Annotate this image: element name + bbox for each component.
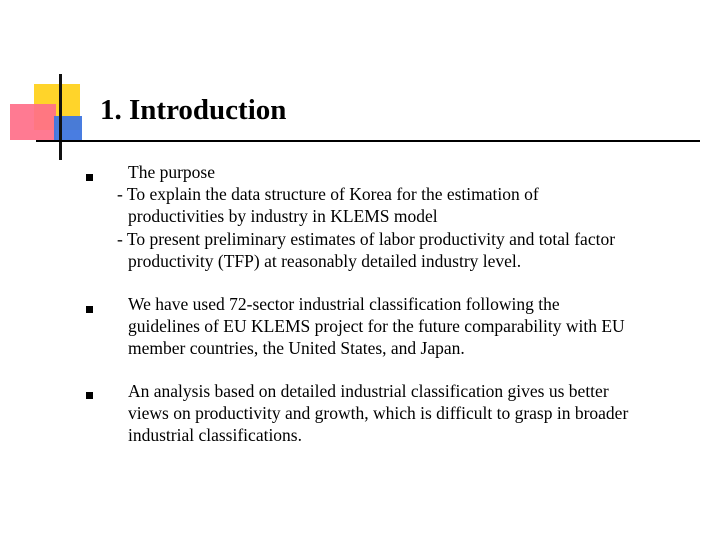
bullet-1-subline-4: productivity (TFP) at reasonably detailed industry level. (128, 251, 522, 271)
bullet-1-subline-2: productivities by industry in KLEMS model (128, 206, 438, 226)
bullet-3-line-3: industrial classifications. (128, 425, 302, 445)
bullet-2-line-2: guidelines of EU KLEMS project for the future comparability with EU (128, 316, 625, 336)
bullet-1-subline-1: - To explain the data structure of Korea for the estimation of (117, 184, 539, 204)
bullet-2-line-1: We have used 72-sector industrial classification following the (128, 294, 560, 314)
bullet-1-subline-3: - To present preliminary estimates of labor productivity and total factor (117, 229, 616, 249)
bullet-3-line-1: An analysis based on detailed industrial classification gives us better (128, 381, 609, 401)
bullet-1-heading: The purpose (128, 162, 215, 182)
bullet-marker-3 (86, 392, 93, 399)
bullet-marker-2 (86, 306, 93, 313)
bullet-2-line-3: member countries, the United States, and Japan. (128, 338, 465, 358)
bullet-3-line-2: views on productivity and growth, which is difficult to grasp in broader (128, 403, 629, 423)
slide-title: 1. Introduction (100, 94, 287, 126)
bullet-marker-1 (86, 174, 93, 181)
